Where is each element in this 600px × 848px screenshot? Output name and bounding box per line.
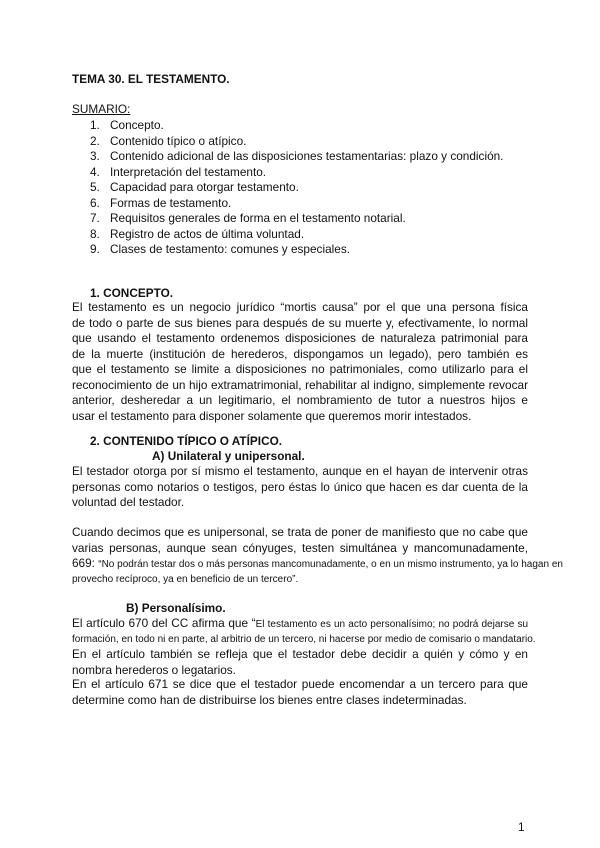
paragraph-line: personas como notarios o testigos, pero éstas lo único que hacen es dar cuenta de la xyxy=(72,479,528,494)
item-label: Formas de testamento. xyxy=(110,195,232,210)
subsection-b-body xyxy=(72,647,528,678)
page-number: 1 xyxy=(518,820,525,834)
item-label: Requisitos generales de forma en el testamento notarial. xyxy=(110,211,406,225)
sumario-item xyxy=(72,211,528,227)
article-669-quote-1 xyxy=(72,556,563,572)
paragraph-line: de la muerte (institución de herederos, dispongamos un legado), pero también es xyxy=(72,346,528,361)
section-2-heading: 2. CONTENIDO TÍPICO O ATÍPICO. xyxy=(90,434,283,448)
article-670-line-2: formación, en todo ni en parte, al arbitrio de un tercero, ni hacerse por medio de comisario o mandatario. xyxy=(72,634,536,645)
subsection-b-heading: B) Personalísimo. xyxy=(126,601,226,615)
item-number: 4. xyxy=(90,164,100,179)
sumario-item xyxy=(72,242,528,258)
paragraph-line: El testamento es un negocio jurídico “mortis causa” por el que una persona física xyxy=(72,300,528,314)
paragraph-line: anterior, desheredar a un legitimario, el nombramiento de tutor a nuestros hijos e xyxy=(72,393,528,407)
sumario-item xyxy=(72,149,528,165)
sumario-item xyxy=(72,165,528,181)
subsection-a-body-2 xyxy=(72,525,528,556)
paragraph-line: voluntad del testador. xyxy=(72,495,185,509)
paragraph-line: varias personas, aunque sean cónyuges, testen simultánea y mancomunadamente, xyxy=(72,540,528,555)
article-669-quote-2: provecho recíproco, ya en beneficio de un tercero”. xyxy=(72,574,299,585)
paragraph-line: usar el testamento para disponer solamente que queremos morir intestados. xyxy=(72,408,472,423)
item-number: 5. xyxy=(90,180,100,194)
item-label: Clases de testamento: comunes y especiales. xyxy=(110,242,350,256)
subsection-a-body xyxy=(72,464,528,511)
item-label: Registro de actos de última voluntad. xyxy=(110,226,305,241)
quote-text: “No podrán testar dos o más personas mancomunadamente, o en un mismo instrumento, ya lo hagan en xyxy=(98,559,563,570)
item-label: Concepto. xyxy=(110,118,164,132)
item-label: Contenido típico o atípico. xyxy=(110,133,247,148)
paragraph-line: determine como han de distribuirse los bienes entre clases indeterminadas. xyxy=(72,692,467,707)
subsection-a-heading: A) Unilateral y unipersonal. xyxy=(152,449,305,463)
paragraph-line: que usando el testamento ordenemos disposiciones de naturaleza patrimonial para xyxy=(72,331,528,345)
sumario-item xyxy=(72,134,528,150)
item-number: 3. xyxy=(90,149,100,163)
subsection-b-body-2 xyxy=(72,677,528,708)
item-label: Contenido adicional de las disposiciones testamentarias: plazo y condición. xyxy=(110,149,504,163)
item-number: 9. xyxy=(90,242,100,256)
document-title: TEMA 30. EL TESTAMENTO. xyxy=(72,72,230,86)
paragraph-line: En el artículo 671 se dice que el testador puede encomendar a un tercero para que xyxy=(72,677,528,691)
sumario-item xyxy=(72,227,528,243)
article-number: 669: xyxy=(72,556,99,570)
item-label: Interpretación del testamento. xyxy=(110,164,267,179)
sumario-item xyxy=(72,118,528,134)
quote-text: El testamento es un acto personalísimo; no podrá dejarse su xyxy=(255,619,528,630)
section-1-heading: 1. CONCEPTO. xyxy=(90,286,174,300)
paragraph-line: de todo o parte de sus bienes para después de su muerte y, efectivamente, lo normal xyxy=(72,315,528,330)
sumario-item xyxy=(72,180,528,196)
paragraph-line: nombra herederos o legatarios. xyxy=(72,662,236,677)
paragraph-line: En el artículo también se refleja que el testador debe decidir a quién y cómo y en xyxy=(72,647,528,661)
item-number: 7. xyxy=(90,211,100,225)
article-670-intro: El artículo 670 del CC afirma que “ xyxy=(72,616,256,630)
item-number: 6. xyxy=(90,195,100,210)
paragraph-line: Cuando decimos que es unipersonal, se trata de poner de manifiesto que no cabe que xyxy=(72,525,528,539)
paragraph-line: que el testamento se limite a disposiciones no patrimoniales, como utilizarlo para el xyxy=(72,362,528,376)
sumario-item xyxy=(72,196,528,212)
item-number: 8. xyxy=(90,226,100,241)
item-label: Capacidad para otorgar testamento. xyxy=(110,180,299,194)
section-1-body xyxy=(72,300,528,424)
item-number: 1. xyxy=(90,118,100,132)
paragraph-line: reconocimiento de un hijo extramatrimonial, rehabilitar al indigno, simplemente revocar xyxy=(72,377,528,392)
article-670-line-1 xyxy=(72,616,528,632)
item-number: 2. xyxy=(90,133,100,148)
sumario-list xyxy=(72,118,528,258)
paragraph-line: El testador otorga por sí mismo el testamento, aunque en el hayan de intervenir otras xyxy=(72,464,528,478)
sumario-label: SUMARIO: xyxy=(72,102,131,116)
